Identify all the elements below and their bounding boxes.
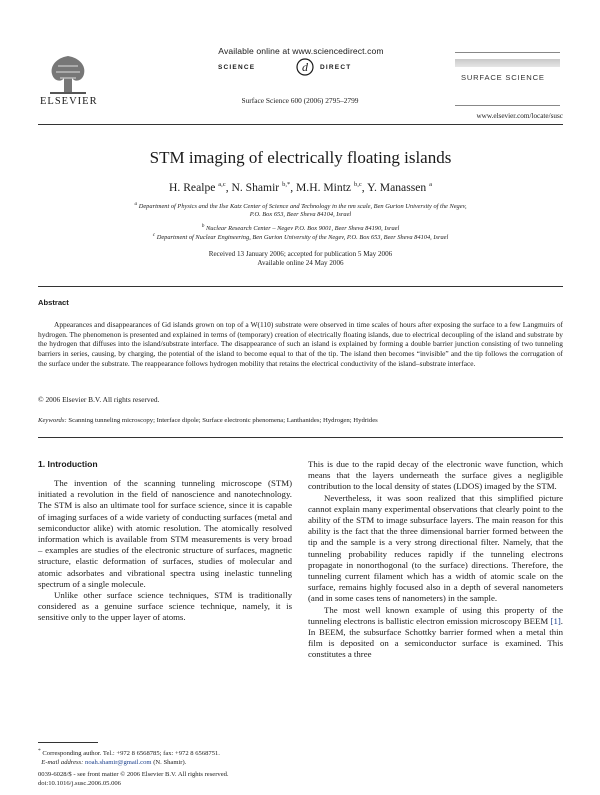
elsevier-tree-icon	[44, 52, 92, 96]
paragraph: Unlike other surface science techniques, STM is traditionally considered as a genuine surface science technique, namely, it is sensitive only to the upper layer of atoms.	[38, 590, 292, 623]
keywords	[38, 417, 563, 424]
sd-logo-right: DIRECT	[320, 64, 352, 71]
sd-logo-left: SCIENCE	[218, 64, 256, 71]
author-affil-mark: b,c	[353, 181, 362, 189]
available-date: Available online 24 May 2006	[257, 259, 344, 267]
author-name: Y. Manassen	[367, 181, 427, 194]
journal-banner	[455, 52, 560, 106]
author-list: H. Realpe $^{a,c}$, N. Shamir $^{b,*}$, M.H. Mintz $^{b,c}$, Y. Manassen $^a$	[169, 181, 432, 194]
email-link[interactable]: noah.shamir@gmail.com	[85, 759, 152, 767]
footnote	[38, 747, 292, 767]
author-affil-mark: b,*	[282, 181, 291, 189]
email-label: E-mail address:	[41, 759, 84, 767]
paragraph: This is due to the rapid decay of the electronic wave function, which means that the layers underneath the surface gives a negligible contribution to the local density of states (LDOS) imaged by the STM.	[308, 459, 563, 492]
author-affil-mark: a	[429, 181, 432, 189]
right-column	[308, 459, 563, 661]
abstract-body	[38, 320, 563, 369]
keywords-list: Scanning tunneling microscopy; Interface dipole; Surface electronic phenomena; Lanthanides; Hydrogen; Hydrides	[68, 417, 378, 424]
affiliation-mark: b	[201, 223, 205, 229]
sciencedirect-d-icon	[296, 58, 314, 76]
received-date: Received 13 January 2006; accepted for publication 5 May 2006	[208, 250, 393, 258]
affiliation-c	[38, 231, 563, 242]
available-online-text: Available online at www.sciencedirect.com	[218, 46, 384, 56]
journal-url[interactable]: www.elsevier.com/locate/susc	[476, 112, 563, 120]
footnote-rule	[38, 742, 98, 743]
banner-stripe	[455, 59, 560, 67]
svg-text:d: d	[302, 60, 308, 74]
affiliation-text: Nuclear Research Center – Negev P.O. Box 9001, Beer Sheva 84190, Israel	[206, 225, 400, 233]
abstract-top-rule	[38, 286, 563, 287]
corresponding-author: Corresponding author. Tel.: +972 8 6568785; fax: +972 8 6568751.	[42, 750, 220, 758]
citation-link[interactable]: [1]	[550, 615, 561, 626]
author-name: H. Realpe	[169, 181, 216, 194]
sciencedirect-logo[interactable]	[218, 58, 388, 78]
abstract-copyright: © 2006 Elsevier B.V. All rights reserved.	[38, 395, 160, 404]
abstract-text: Appearances and disappearances of Gd islands grown on top of a W(110) substrate were observed in time scales of hours after exposing the surface to a few Langmuirs of hydrogen. The phenomenon is presented and explained in terms of (temporary) creation of electrically floating islands, due to electrical decoupling of the island and substrate by the hydrogen that diffuses into the island/substrate interface. The disappearance of such an island is explained by forming a double barrier junction consisting of two tunneling barriers in series, causing, by charging, the potential of the island to become equal to that of the tip. The island then becomes “invisible” and the tip follows the corrugation of the surface under the substrate. The reappearance follows hydrogen mobility that retains the electrical conductivity of the island–substrate interface.	[38, 320, 563, 368]
author-affil-mark: a,c	[218, 181, 226, 189]
issn-line: 0039-6028/$ - see front matter © 2006 Elsevier B.V. All rights reserved.	[38, 771, 229, 778]
abstract-heading: Abstract	[38, 298, 69, 307]
affiliation-text: P.O. Box 653, Beer Sheva 84104, Israel	[249, 211, 352, 219]
footnote-mark: *	[38, 748, 41, 754]
left-column	[38, 478, 292, 624]
paragraph-text: The most well known example of using this property of the tunneling electrons is ballistic electron emission microscopy BEEM	[308, 604, 563, 626]
journal-reference: Surface Science 600 (2006) 2795–2799	[241, 96, 359, 105]
author-name: M.H. Mintz	[296, 181, 352, 194]
author-name: N. Shamir	[231, 181, 280, 194]
front-matter	[38, 770, 338, 788]
header-rule	[38, 124, 563, 125]
paragraph: The invention of the scanning tunneling microscope (STM) initiated a revolution in the field of nanoscience and nanotechnology. The STM is also an ultimate tool for surface science, since it is capable of imaging surfaces of a wide variety of conducting surfaces (metal and semiconductor alike) with atomic resolution. The atomically resolved information which is available from STM measurements is very broad – examples are studies of the electronic structure of surfaces, magnetic structure, elastic deformation of surfaces, studies of molecular and atomic adsorbates and vibrational spectra using inelastic tunneling spectrum of a single molecule.	[38, 478, 292, 589]
affiliation-text: Department of Physics and the Ilse Katz Center of Science and Technology in the nm scale, Ben Gurion University of the Negev,	[138, 203, 467, 211]
paragraph	[308, 605, 563, 661]
affiliation-a	[38, 200, 563, 219]
affiliation-mark: c	[152, 232, 156, 238]
publisher-name: ELSEVIER	[40, 96, 98, 107]
section-heading: 1. Introduction	[38, 459, 98, 469]
paragraph-text: . In BEEM, the subsurface Schottky barrier formed when a metal thin film is deposited on a semiconductor surface is examined. This constitutes a three	[308, 615, 563, 660]
email-name: (N. Shamir).	[153, 759, 187, 767]
journal-banner-label: SURFACE SCIENCE	[461, 73, 545, 82]
keywords-label: Keywords:	[38, 417, 67, 424]
affiliation-mark: a	[134, 201, 138, 207]
doi-line[interactable]: doi:10.1016/j.susc.2006.05.006	[38, 780, 121, 787]
abstract-bottom-rule	[38, 437, 563, 438]
article-title: STM imaging of electrically floating islands	[149, 148, 452, 167]
paragraph: Nevertheless, it was soon realized that this simplified picture cannot explain many experimental observations that clearly point to the ability of the STM to image subsurface layers. The main reason for this ability is the fact that the three dimensional barrier formed between the tip and the sample is a very strong directional filter. Namely, that the tunneling probability reduces rapidly if the tunneling electrons propagate in nonorthogonal (to the surface) directions. Therefore, the tunneling current filament which has a width of atomic scale on the surface, remains highly focused also in a depth of several nanometers (and in some cases tens of nanometers) in the sample.	[308, 492, 563, 604]
affiliation-text: Department of Nuclear Engineering, Ben Gurion University of the Negev, P.O. Box 653, Beer Sheva 84104, Israel	[156, 234, 449, 242]
